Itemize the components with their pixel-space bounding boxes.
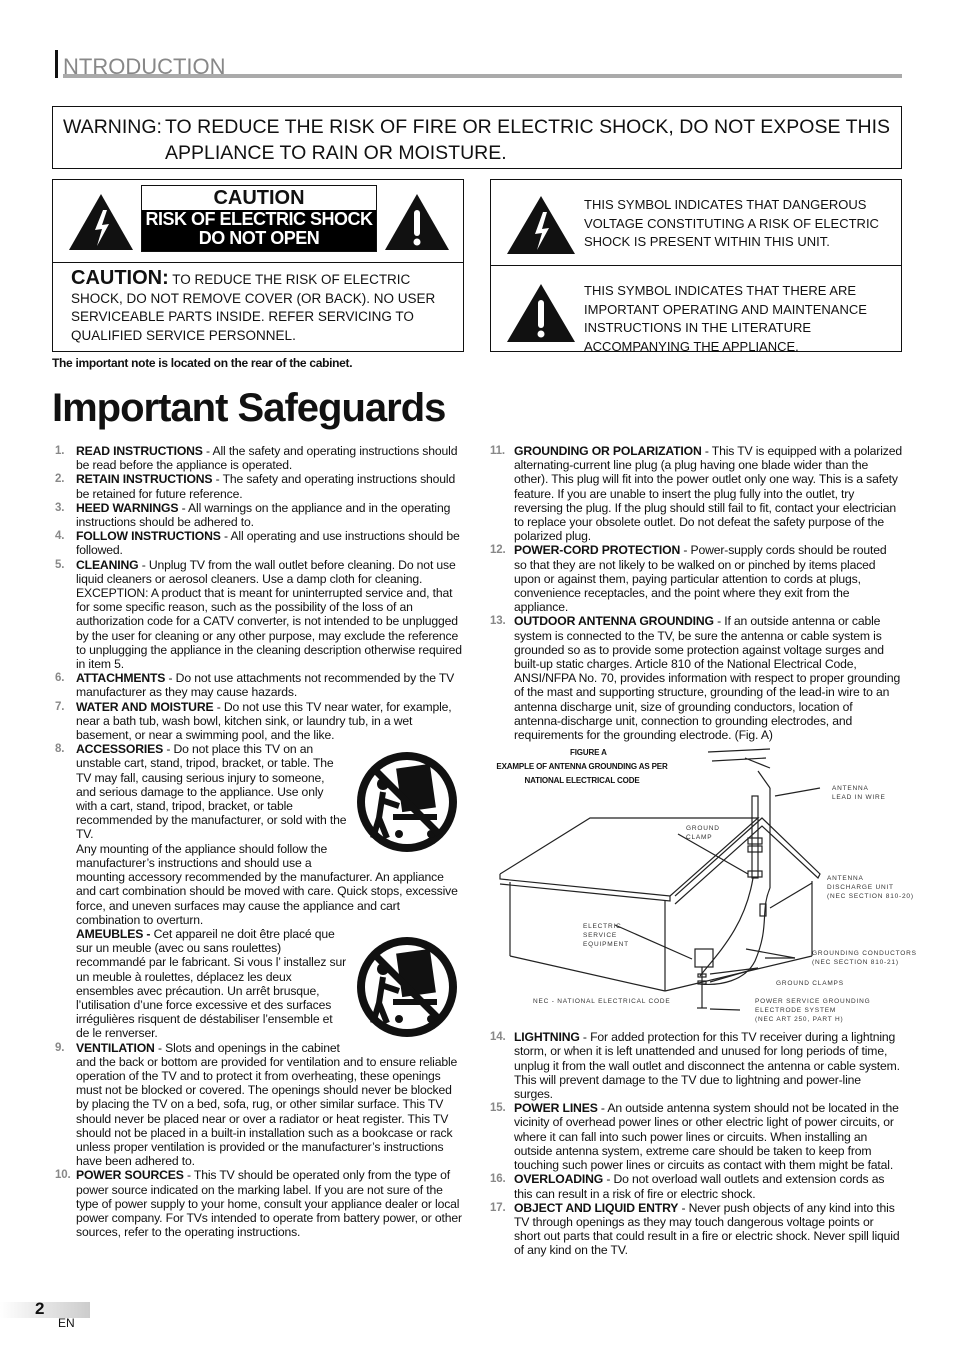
safeguard-item [55, 700, 463, 743]
safeguard-item [55, 501, 463, 529]
item-number: 5. [55, 558, 65, 571]
item-text: - Do not overload wall outlets and extension cords as this can result in a risk of fire or electric shock. [514, 1172, 885, 1201]
section-header [55, 48, 902, 80]
page-number-tab [0, 1299, 90, 1318]
safeguard-item [55, 742, 463, 1040]
caution-label-title: CAUTION [213, 187, 305, 209]
cart-warning-icon [353, 748, 461, 856]
figure-label: POWER SERVICE GROUNDING ELECTRODE SYSTEM (NEC ART 250, PART H) [755, 998, 871, 1024]
safeguard-item [55, 1168, 463, 1239]
item-text: - All operating and use instructions should be followed. [76, 529, 460, 558]
symbol-text: THIS SYMBOL INDICATES THAT THERE ARE IMPORTANT OPERATING AND MAINTENANCE INSTRUCTIONS IN THE LITERATURE ACCOMPANYING THE APPLIANCE. [584, 283, 867, 354]
caution-label [141, 185, 377, 252]
item-number: 16. [490, 1173, 506, 1186]
item-title: POWER SOURCES [76, 1168, 184, 1183]
item-text: - Never push objects of any kind into this TV through openings as they may touch dangerous voltage points or short out parts that could result in a fire or electric shock. Never spill liquid of any kind on the TV. [514, 1200, 900, 1258]
warning-box [52, 106, 902, 169]
caution-word: CAUTION: [71, 267, 169, 289]
lightning-triangle-icon [505, 194, 577, 256]
antenna-grounding-figure [490, 746, 917, 1028]
item-number: 10. [55, 1169, 71, 1182]
item-text: - This TV should be operated only from the type of power source indicated on the marking label. If you are not sure of the type of power supply to your home, consult your appliance dealer or local power company. For TVs intended to operate from battery power, or other sources, refer to the operating instructions. [76, 1168, 462, 1240]
safeguard-item [55, 671, 463, 699]
item-text: - All warnings on the appliance and in the operating instructions should be adhered to. [76, 500, 451, 530]
item-title: VENTILATION [76, 1040, 155, 1055]
item-text: - Do not use this TV near water, for example, near a bath tub, wash bowl, kitchen sink, or laundry tub, in a wet basement, or near a swimming pool, and the like. [76, 699, 452, 743]
symbol-explanations [490, 179, 902, 352]
figure-label: ANTENNA LEAD IN WIRE [832, 785, 886, 802]
safeguard-item [490, 614, 902, 742]
page-number: 2 [35, 1299, 45, 1318]
item-number: 14. [490, 1031, 506, 1044]
figure-caption: EXAMPLE OF ANTENNA GROUNDING AS PER NATIONAL ELECTRICAL CODE [496, 762, 668, 786]
safeguard-item [490, 1101, 902, 1172]
symbol-row [491, 266, 901, 352]
safeguard-item [490, 1172, 902, 1200]
figure-label: GROUND CLAMPS [776, 980, 844, 988]
caution-text [53, 263, 463, 345]
safeguard-item [55, 1041, 463, 1169]
item-number: 17. [490, 1201, 506, 1214]
item-text: - Do not place this TV on an unstable cart, stand, tripod, bracket, or table. The TV may fall, causing serious injury to someone, and serious damage to the appliance. Use only with a cart, stand, tripod, bracket, or table recommended by the manufacturer, or sold with the TV. [76, 742, 347, 842]
item-text: - If an outside antenna or cable system is connected to the TV, be sure the antenna or cable system is grounded so as to provide some protection against voltage surges and built-up static charges. Article 810 of the National Electrical Code, ANSI/NFPA No. 70, provides information with respect to proper grounding of the mast and supporting structure, grounding of the lead-in wire to an antenna discharge unit, size of grounding conductors, location of antenna-discharge unit, connection to grounding electrodes, and requirements for the grounding electrode. (Fig. A) [514, 614, 901, 743]
safeguard-item [490, 543, 902, 614]
item-number: 4. [55, 530, 65, 543]
item-fr-text: Cet appareil ne doit être placé que sur un meuble (avec ou sans roulettes) recommandé par le fabricant. Si vous l’ installez sur un meuble à roulettes, déplacez les deux ensembles avec précaution. Un arrêt brusque, l’utilisation d’une force excessive et des surfaces irrégulières risquent de déstabiliser l’ensemble et de le renverser. [76, 926, 346, 1041]
figure-label: ANTENNA DISCHARGE UNIT (NEC SECTION 810-20) [827, 875, 914, 901]
item-number: 3. [55, 501, 65, 514]
item-title: LIGHTNING [514, 1030, 580, 1045]
item-number: 11. [490, 445, 505, 457]
item-number: 8. [55, 743, 65, 756]
item-text: - For added protection for this TV receiver during a lightning storm, or when it is left unattended and unused for long periods of time, unplug it from the wall outlet and disconnect the antenna or cable system. This will prevent damage to the TV due to lightning and power-line surges. [514, 1030, 900, 1102]
caution-label-line1: RISK OF ELECTRIC SHOCK [145, 209, 373, 229]
item-number: 1. [55, 445, 65, 457]
item-text: - All the safety and operating instructions should be read before the appliance is operated. [76, 444, 458, 473]
item-title: HEED WARNINGS [76, 500, 179, 515]
safeguard-item [55, 558, 463, 672]
item-text: - The safety and operating instructions should be retained for future reference. [76, 472, 456, 501]
figure-name: FIGURE A [570, 748, 607, 758]
figure-label: GROUND CLAMP [686, 825, 720, 842]
item-text: - Slots and openings in the cabinet and the back or bottom are provided for ventilation and to ensure reliable operation of the TV and to protect it from overheating, these openings must not be blocked or covered. The openings should never be blocked by placing the TV on a bed, sofa, rug, or other similar surface. This TV should never be placed near or over a radiator or heat register. This TV should not be placed in a built-in installation such as a bookcase or rack unless proper ventilation is provided or the manufacturer’s instructions have been adhered to. [76, 1040, 458, 1169]
warning-text: TO REDUCE THE RISK OF FIRE OR ELECTRIC SHOCK, DO NOT EXPOSE THIS APPLIANCE TO RAIN OR MOISTURE. [165, 116, 890, 164]
page-title: Important Safeguards [52, 386, 446, 430]
language-code: EN [58, 1316, 75, 1330]
safeguard-item [55, 444, 463, 472]
cabinet-note: The important note is located on the rear of the cabinet. [52, 356, 353, 370]
item-title: RETAIN INSTRUCTIONS [76, 472, 213, 487]
symbol-text: THIS SYMBOL INDICATES THAT DANGEROUS VOLTAGE CONSTITUTING A RISK OF ELECTRIC SHOCK IS PRESENT WITHIN THIS UNIT. [584, 197, 879, 249]
cart-warning-icon [353, 933, 461, 1041]
item-title: ACCESSORIES [76, 742, 164, 757]
item-number: 2. [55, 473, 65, 486]
item-fr-title: AMEUBLES - [76, 926, 151, 941]
caution-label-line2: DO NOT OPEN [198, 228, 320, 248]
figure-label: GROUNDING CONDUCTORS (NEC SECTION 810-21) [812, 950, 917, 967]
item-title: GROUNDING OR POLARIZATION [514, 444, 702, 458]
item-text: - Do not use attachments not recommended by the TV manufacturer as they may cause hazards. [76, 671, 455, 700]
warning-label: WARNING: [63, 116, 162, 138]
item-text: - An outside antenna system should not be located in the vicinity of overhead power lines or other electric light of power circuits, or where it can fall into such power lines or circuits. When installing an outside antenna system, extreme care should be taken to keep from touching such power lines or circuits as contact with them might be fatal. [514, 1101, 899, 1173]
safeguard-item [490, 1201, 902, 1258]
safeguard-item [55, 472, 463, 500]
item-number: 6. [55, 672, 65, 685]
item-title: POWER LINES [514, 1101, 598, 1116]
item-number: 7. [55, 700, 65, 713]
item-text: - Unplug TV from the wall outlet before cleaning. Do not use liquid cleaners or aerosol cleaners. Use a damp cloth for cleaning. [76, 557, 456, 586]
exclamation-triangle-icon [383, 192, 451, 252]
item-title: OUTDOOR ANTENNA GROUNDING [514, 614, 714, 629]
item-title: POWER-CORD PROTECTION [514, 543, 681, 558]
safeguards-left-column [55, 444, 463, 1239]
lightning-triangle-icon [67, 192, 135, 252]
caution-body: TO REDUCE THE RISK OF ELECTRIC SHOCK, DO NOT REMOVE COVER (OR BACK). NO USER SERVICEABLE PARTS INSIDE. REFER SERVICING TO QUALIFIED SERVICE PERSONNEL. [71, 272, 436, 343]
safeguards-right-column [490, 444, 917, 1258]
exclamation-triangle-icon [505, 282, 577, 344]
item-number: 9. [55, 1041, 65, 1054]
item-title: ATTACHMENTS [76, 671, 166, 686]
item-text: - Power-supply cords should be routed so that they are not likely to be walked on or pinched by items placed upon or against them, paying particular attention to cords at plugs, convenience receptacles, and the point where they exit from the appliance. [514, 543, 887, 615]
item-title: READ INSTRUCTIONS [76, 444, 203, 458]
figure-label: NEC - NATIONAL ELECTRICAL CODE [533, 998, 671, 1006]
item-title: FOLLOW INSTRUCTIONS [76, 529, 221, 544]
item-number: 15. [490, 1102, 506, 1115]
caution-box [52, 179, 464, 352]
safeguard-item [490, 444, 902, 543]
item-extra: Any mounting of the appliance should follow the manufacturer’s instructions and should use a mounting accessory recommended by the manufacturer. An appliance and cart combination should be moved with care. Quick stops, excessive force, and uneven surfaces may cause the appliance and cart combination to overturn. [76, 841, 458, 927]
item-number: 13. [490, 615, 506, 628]
item-text: - This TV is equipped with a polarized alternating-current line plug (a plug having one blade wider than the other). This plug will fit into the power outlet only one way. This is a safety feature. If you are unable to insert the plug fully into the outlet, try reversing the plug. If the plug should still fail to fit, contact your electrician to replace your obsolete outlet. Do not defeat the safety purpose of the polarized plug. [514, 444, 902, 544]
item-title: OBJECT AND LIQUID ENTRY [514, 1200, 679, 1215]
figure-label: ELECTRIC SERVICE EQUIPMENT [583, 923, 629, 949]
safeguard-item [490, 1030, 902, 1101]
section-title: NTRODUCTION [63, 54, 226, 79]
item-title: WATER AND MOISTURE [76, 699, 214, 714]
item-title: CLEANING [76, 557, 139, 572]
safeguard-item [55, 529, 463, 557]
symbol-row [491, 180, 901, 266]
item-title: OVERLOADING [514, 1172, 604, 1187]
item-number: 12. [490, 544, 506, 557]
item-extra: EXCEPTION: A product that is meant for uninterrupted service and, that for some specific reason, such as the possibility of the loss of an authorization code for a CATV converter, is not intended to be unplugged by the user for cleaning or any other purpose, may exclude the reference to unplugging the appliance in the cleaning description otherwise required in item 5. [76, 586, 462, 672]
